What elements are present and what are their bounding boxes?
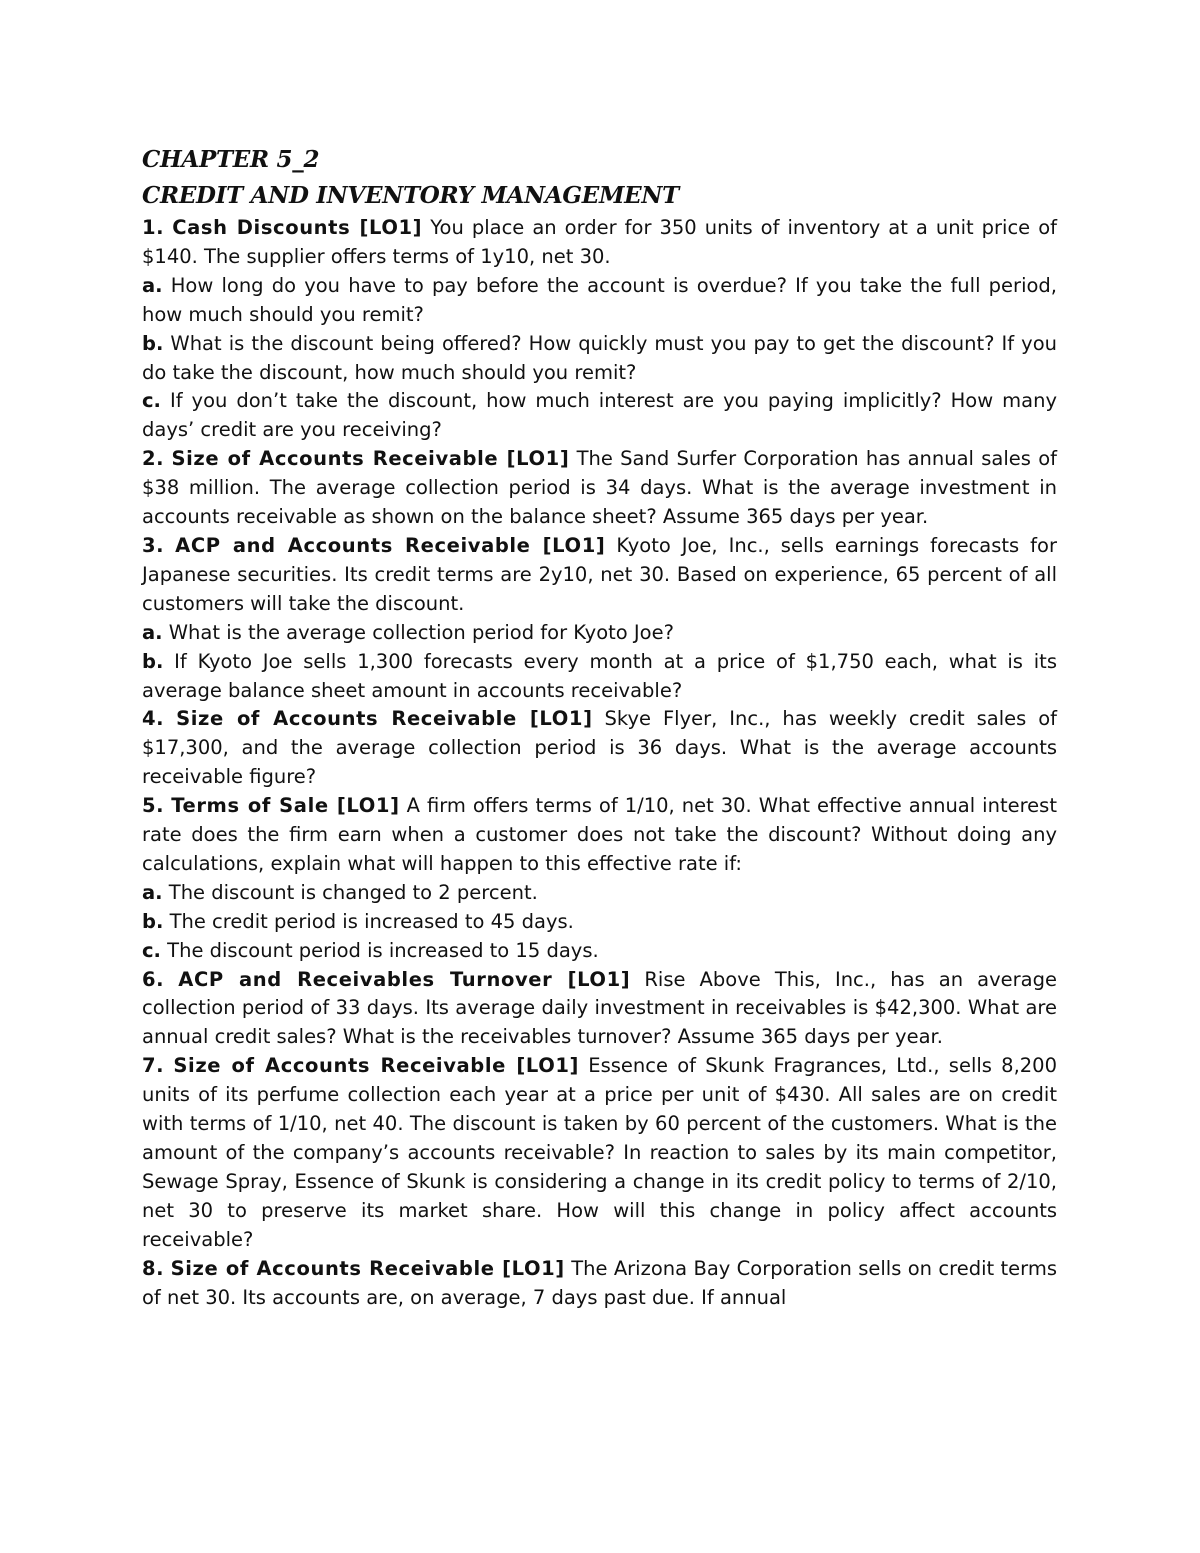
problem-5-part-c bbox=[142, 937, 1057, 966]
part-label: b. bbox=[142, 331, 164, 355]
problem-2 bbox=[142, 445, 1057, 532]
problem-text: You place an order for 350 units of inventory at a unit price of $140. The supplier offers terms of 1y10, net 30. bbox=[142, 216, 1057, 268]
problem-8 bbox=[142, 1255, 1057, 1313]
problem-title: Size of Accounts Receivable [LO1] bbox=[170, 1256, 565, 1280]
problem-6 bbox=[142, 966, 1057, 1053]
problem-title: Size of Accounts Receivable [LO1] bbox=[173, 1054, 580, 1078]
problem-1 bbox=[142, 214, 1057, 272]
problem-3 bbox=[142, 532, 1057, 619]
problem-5 bbox=[142, 792, 1057, 879]
part-label: b. bbox=[142, 649, 164, 673]
problem-5-part-b bbox=[142, 908, 1057, 937]
problem-4 bbox=[142, 705, 1057, 792]
problem-title: Terms of Sale [LO1] bbox=[171, 794, 400, 818]
problem-number: 1. bbox=[142, 216, 165, 239]
chapter-subtitle: CREDIT AND INVENTORY MANAGEMENT bbox=[142, 182, 679, 209]
problem-text: The Sand Surfer Corporation has annual sales of $38 million. The average collection period is 34 days. What is the average investment in accounts receivable as shown on the balance sheet? Assume 365 days per year. bbox=[142, 447, 1057, 529]
problem-title: ACP and Receivables Turnover [LO1] bbox=[178, 967, 631, 991]
part-text: What is the average collection period for Kyoto Joe? bbox=[162, 620, 674, 644]
problem-number: 2. bbox=[142, 447, 165, 471]
problem-title: Size of Accounts Receivable [LO1] bbox=[176, 707, 593, 731]
part-label: c. bbox=[142, 389, 161, 413]
document-page bbox=[142, 140, 1057, 1312]
part-text: The discount is changed to 2 percent. bbox=[162, 880, 538, 904]
chapter-title: CHAPTER 5_2 bbox=[142, 146, 320, 173]
problem-3-part-b bbox=[142, 648, 1057, 706]
problem-text: Kyoto Joe, Inc., sells earnings forecasts for Japanese securities. Its credit terms are 2y10, net 30. Based on experience, 65 percent of all customers will take the discount. bbox=[142, 533, 1057, 615]
problem-text: A firm offers terms of 1/10, net 30. What effective annual interest rate does the firm earn when a customer does not take the discount? Without doing any calculations, explain what will happen to this effective rate if: bbox=[142, 794, 1057, 875]
problem-title: Size of Accounts Receivable [LO1] bbox=[171, 447, 570, 471]
problem-text: Skye Flyer, Inc., has weekly credit sales of $17,300, and the average collection period is 36 days. What is the average accounts receivable figure? bbox=[142, 707, 1058, 789]
part-label: c. bbox=[142, 938, 161, 962]
problem-1-part-a bbox=[142, 272, 1057, 330]
problem-text: The Arizona Bay Corporation sells on credit terms of net 30. Its accounts are, on average, 7 days past due. If annual bbox=[142, 1256, 1057, 1309]
part-text: What is the discount being offered? How quickly must you pay to get the discount? If you do take the discount, how much should you remit? bbox=[142, 331, 1057, 384]
part-label: a. bbox=[142, 620, 163, 644]
part-text: If Kyoto Joe sells 1,300 forecasts every month at a price of $1,750 each, what is its average balance sheet amount in accounts receivable? bbox=[142, 649, 1057, 702]
problem-5-part-a bbox=[142, 879, 1057, 908]
part-label: b. bbox=[142, 909, 164, 933]
problem-number: 4. bbox=[142, 707, 165, 731]
problem-text: Essence of Skunk Fragrances, Ltd., sells 8,200 units of its perfume collection each year at a price per unit of $430. All sales are on credit with terms of 1/10, net 40. The discount is taken by 60 percent of the customers. What is the amount of the company’s accounts receivable? In reaction to sales by its main competitor, Sewage Spray, Essence of Skunk is considering a change in its credit policy to terms of 2/10, net 30 to preserve its market share. How will this change in policy affect accounts receivable? bbox=[142, 1054, 1057, 1251]
part-text: If you don’t take the discount, how much interest are you paying implicitly? How many days’ credit are you receiving? bbox=[142, 389, 1057, 442]
problem-7 bbox=[142, 1052, 1057, 1254]
part-text: How long do you have to pay before the account is overdue? If you take the full period, how much should you remit? bbox=[142, 273, 1057, 326]
problem-3-part-a bbox=[142, 619, 1057, 648]
problem-title: Cash Discounts [LO1] bbox=[172, 216, 423, 239]
problem-number: 3. bbox=[142, 533, 165, 557]
problem-title: ACP and Accounts Receivable [LO1] bbox=[175, 533, 606, 557]
part-text: The discount period is increased to 15 days. bbox=[160, 938, 599, 962]
problem-number: 7. bbox=[142, 1054, 165, 1078]
problem-number: 5. bbox=[142, 794, 165, 818]
problem-1-part-b bbox=[142, 330, 1057, 388]
problem-1-part-c bbox=[142, 387, 1057, 445]
part-label: a. bbox=[142, 273, 163, 297]
problem-number: 8. bbox=[142, 1256, 165, 1280]
part-label: a. bbox=[142, 880, 163, 904]
part-text: The credit period is increased to 45 days. bbox=[163, 909, 574, 933]
problem-text: Rise Above This, Inc., has an average collection period of 33 days. Its average daily investment in receivables is $42,300. What are annual credit sales? What is the receivables turnover? Assume 365 days per year. bbox=[142, 967, 1058, 1049]
problem-number: 6. bbox=[142, 967, 165, 991]
